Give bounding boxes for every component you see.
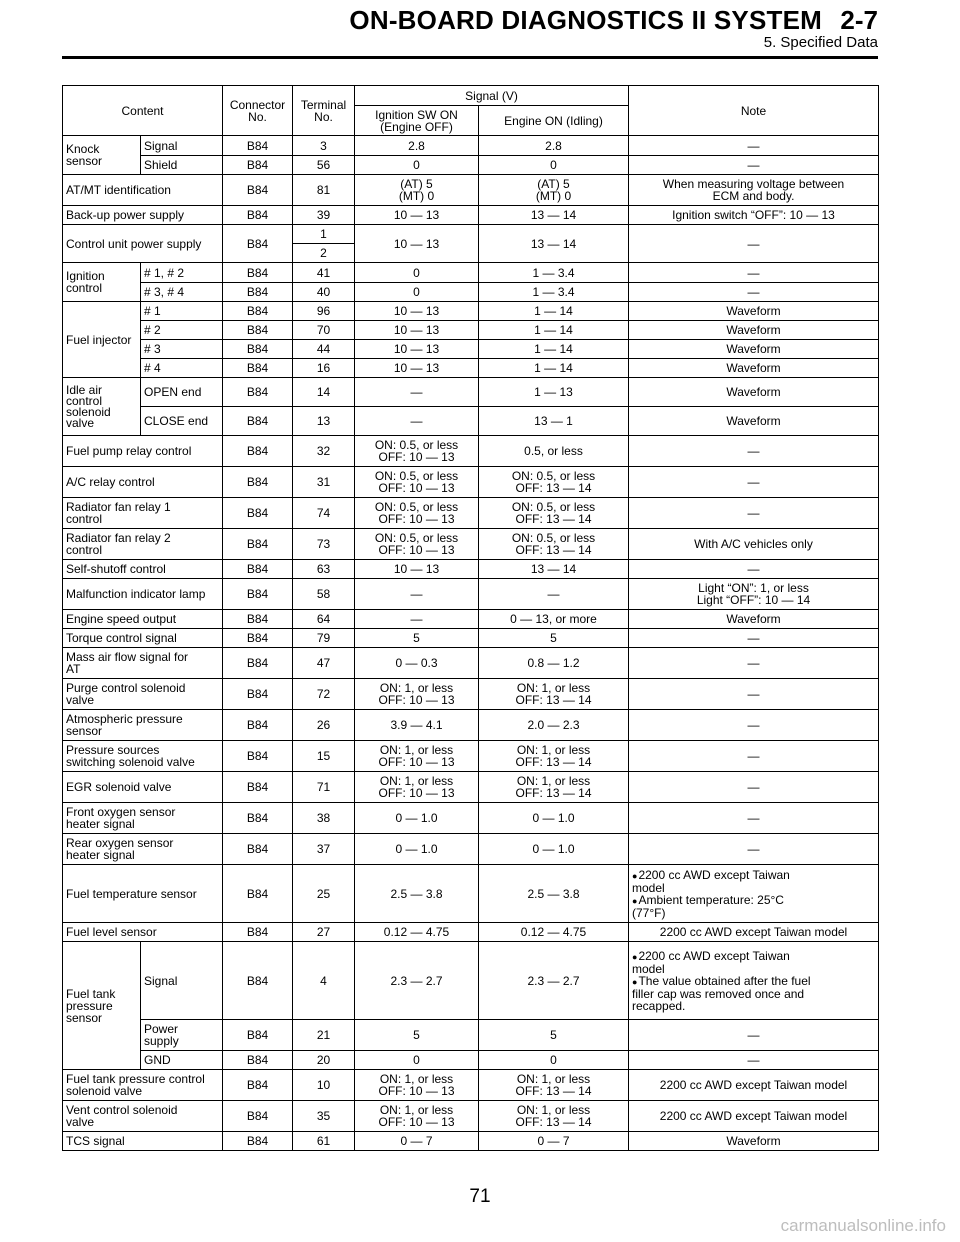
table-row [63,321,879,340]
cell-connector: B84 [223,865,293,923]
cell-content: OPEN end [141,378,223,407]
table-row [63,741,879,772]
table-row [63,610,879,629]
cell-terminal: 27 [293,923,355,942]
cell-terminal: 13 [293,407,355,436]
cell-content: AT/MT identification [63,175,223,206]
header-rule [62,56,878,59]
cell-terminal: 39 [293,206,355,225]
cell-connector: B84 [223,741,293,772]
cell-connector: B84 [223,359,293,378]
cell-ign: 0 [355,156,479,175]
cell-note: Waveform [629,378,879,407]
cell-note: — [629,436,879,467]
table-row [63,175,879,206]
table-row [63,136,879,156]
cell-terminal: 16 [293,359,355,378]
cell-terminal: 21 [293,1020,355,1051]
cell-eng: ON: 0.5, or less OFF: 13 — 14 [479,529,629,560]
cell-note: — [629,283,879,302]
cell-content: Fuel level sensor [63,923,223,942]
cell-content: # 4 [141,359,223,378]
cell-terminal: 1 [293,225,355,244]
group-idle-air-control: Idle air control solenoid valve [63,378,141,436]
page-title: ON-BOARD DIAGNOSTICS II SYSTEM [349,5,822,35]
cell-connector: B84 [223,407,293,436]
cell-content: GND [141,1051,223,1070]
cell-connector: B84 [223,225,293,263]
page-number: 71 [469,1186,491,1207]
cell-ign: 10 — 13 [355,225,479,263]
cell-eng: 0.8 — 1.2 [479,648,629,679]
cell-content: Signal [141,942,223,1020]
cell-ign: 10 — 13 [355,321,479,340]
cell-note: 2200 cc AWD except Taiwan model [629,1070,879,1101]
cell-eng: ON: 1, or less OFF: 13 — 14 [479,1101,629,1132]
cell-connector: B84 [223,340,293,359]
table-row [63,1020,879,1051]
cell-eng: 5 [479,629,629,648]
cell-note: — [629,629,879,648]
cell-eng: 0 — 13, or more [479,610,629,629]
table-row [63,436,879,467]
cell-terminal: 70 [293,321,355,340]
table-row [63,498,879,529]
cell-terminal: 32 [293,436,355,467]
cell-note: Light “ON”: 1, or less Light “OFF”: 10 — 14 [629,579,879,610]
cell-terminal: 25 [293,865,355,923]
cell-connector: B84 [223,648,293,679]
cell-ign: ON: 1, or less OFF: 10 — 13 [355,1101,479,1132]
cell-terminal: 96 [293,302,355,321]
cell-eng: ON: 1, or less OFF: 13 — 14 [479,679,629,710]
cell-connector: B84 [223,560,293,579]
cell-content: Vent control solenoid valve [63,1101,223,1132]
table-row [63,560,879,579]
cell-eng: 1 — 14 [479,340,629,359]
page-header [0,0,960,56]
cell-note: — [629,560,879,579]
group-fuel-tank-pressure-sensor: Fuel tank pressure sensor [63,942,141,1070]
cell-terminal: 71 [293,772,355,803]
cell-eng: ON: 1, or less OFF: 13 — 14 [479,741,629,772]
cell-eng: — [479,579,629,610]
cell-content: Fuel temperature sensor [63,865,223,923]
table-row [63,378,879,407]
table-row [63,710,879,741]
header-connector: Connector No. [223,86,293,136]
group-ignition-control: Ignition control [63,263,141,302]
table-row [63,206,879,225]
cell-terminal: 79 [293,629,355,648]
cell-ign: ON: 1, or less OFF: 10 — 13 [355,1070,479,1101]
cell-ign: — [355,610,479,629]
cell-ign: ON: 0.5, or less OFF: 10 — 13 [355,529,479,560]
cell-note: With A/C vehicles only [629,529,879,560]
cell-connector: B84 [223,156,293,175]
cell-content: # 3, # 4 [141,283,223,302]
cell-eng: (AT) 5 (MT) 0 [479,175,629,206]
cell-connector: B84 [223,942,293,1020]
cell-note: — [629,834,879,865]
table-row [63,679,879,710]
cell-content: Torque control signal [63,629,223,648]
table-row [63,529,879,560]
cell-note: — [629,679,879,710]
cell-ign: — [355,407,479,436]
cell-note: 2200 cc AWD except Taiwan model [629,923,879,942]
cell-ign: 10 — 13 [355,206,479,225]
watermark: carmanualsonline.info [780,1216,946,1235]
cell-ign: 0 [355,263,479,283]
table-row [63,263,879,283]
cell-ign: 3.9 — 4.1 [355,710,479,741]
cell-connector: B84 [223,1132,293,1151]
table-row [63,407,879,436]
cell-note: Waveform [629,302,879,321]
cell-eng: 0.12 — 4.75 [479,923,629,942]
cell-eng: 13 — 14 [479,206,629,225]
table-row [63,803,879,834]
cell-content: # 1, # 2 [141,263,223,283]
cell-eng: 2.0 — 2.3 [479,710,629,741]
cell-connector: B84 [223,206,293,225]
cell-eng: ON: 1, or less OFF: 13 — 14 [479,772,629,803]
cell-note: Waveform [629,407,879,436]
cell-ign: ON: 0.5, or less OFF: 10 — 13 [355,467,479,498]
cell-eng: 13 — 14 [479,560,629,579]
table-row [63,1132,879,1151]
table-row [63,834,879,865]
cell-ign: ON: 0.5, or less OFF: 10 — 13 [355,436,479,467]
section-number: 2-7 [840,5,878,35]
cell-note: — [629,467,879,498]
cell-note: — [629,741,879,772]
cell-connector: B84 [223,629,293,648]
cell-ign: (AT) 5 (MT) 0 [355,175,479,206]
cell-terminal: 10 [293,1070,355,1101]
cell-connector: B84 [223,610,293,629]
cell-content: Front oxygen sensor heater signal [63,803,223,834]
cell-eng: 0 — 1.0 [479,834,629,865]
cell-ign: 2.8 [355,136,479,156]
cell-content: Engine speed output [63,610,223,629]
table-row [63,629,879,648]
header-signal: Signal (V) [355,86,629,106]
cell-note: — [629,1020,879,1051]
cell-ign: ON: 1, or less OFF: 10 — 13 [355,741,479,772]
cell-connector: B84 [223,1051,293,1070]
table-row [63,923,879,942]
cell-connector: B84 [223,263,293,283]
cell-note: When measuring voltage between ECM and body. [629,175,879,206]
cell-terminal: 31 [293,467,355,498]
cell-note: ● 2200 cc AWD except Taiwan model ● The value obtained after the fuel filler cap was removed once and recapped. [629,942,879,1020]
cell-eng: 1 — 14 [479,321,629,340]
cell-connector: B84 [223,529,293,560]
cell-eng: 1 — 14 [479,302,629,321]
header-terminal: Terminal No. [293,86,355,136]
cell-eng: ON: 0.5, or less OFF: 13 — 14 [479,467,629,498]
cell-ign: 0 — 0.3 [355,648,479,679]
cell-ign: 2.5 — 3.8 [355,865,479,923]
specified-data-table [62,85,879,1151]
cell-connector: B84 [223,283,293,302]
cell-eng: 0.5, or less [479,436,629,467]
cell-connector: B84 [223,772,293,803]
cell-connector: B84 [223,498,293,529]
cell-connector: B84 [223,710,293,741]
cell-ign: 0 [355,1051,479,1070]
cell-ign: — [355,579,479,610]
cell-note: Ignition switch “OFF”: 10 — 13 [629,206,879,225]
cell-connector: B84 [223,378,293,407]
cell-content: CLOSE end [141,407,223,436]
cell-terminal: 74 [293,498,355,529]
cell-terminal: 38 [293,803,355,834]
cell-content: EGR solenoid valve [63,772,223,803]
cell-connector: B84 [223,136,293,156]
cell-note: Waveform [629,610,879,629]
table-row [63,283,879,302]
cell-terminal: 4 [293,942,355,1020]
cell-eng: 1 — 14 [479,359,629,378]
cell-content: # 1 [141,302,223,321]
cell-note: — [629,1051,879,1070]
table-row [63,359,879,378]
cell-eng: 2.8 [479,136,629,156]
cell-eng: 5 [479,1020,629,1051]
cell-ign: 2.3 — 2.7 [355,942,479,1020]
header-content: Content [63,86,223,136]
cell-connector: B84 [223,1020,293,1051]
table-row [63,772,879,803]
cell-content: Fuel tank pressure control solenoid valve [63,1070,223,1101]
cell-eng: 13 — 14 [479,225,629,263]
cell-ign: 0 — 7 [355,1132,479,1151]
header-ignition-on: Ignition SW ON (Engine OFF) [355,106,479,136]
table-row [63,467,879,498]
cell-note: Waveform [629,1132,879,1151]
cell-ign: 10 — 13 [355,302,479,321]
cell-ign: — [355,378,479,407]
cell-terminal: 63 [293,560,355,579]
cell-content: A/C relay control [63,467,223,498]
cell-terminal: 15 [293,741,355,772]
cell-content: Radiator fan relay 2 control [63,529,223,560]
cell-note: Waveform [629,321,879,340]
cell-connector: B84 [223,467,293,498]
cell-content: Pressure sources switching solenoid valve [63,741,223,772]
cell-connector: B84 [223,175,293,206]
cell-ign: 10 — 13 [355,359,479,378]
table-row [63,865,879,923]
cell-content: Rear oxygen sensor heater signal [63,834,223,865]
cell-content: Fuel pump relay control [63,436,223,467]
cell-connector: B84 [223,579,293,610]
cell-eng: 0 — 1.0 [479,803,629,834]
table-row [63,1101,879,1132]
cell-content: Self-shutoff control [63,560,223,579]
cell-content: Signal [141,136,223,156]
cell-content: Back-up power supply [63,206,223,225]
cell-note: — [629,803,879,834]
table-row [63,579,879,610]
cell-content: # 3 [141,340,223,359]
cell-note: ● 2200 cc AWD except Taiwan model ● Ambient temperature: 25°C (77°F) [629,865,879,923]
cell-terminal: 2 [293,244,355,263]
cell-ign: 0.12 — 4.75 [355,923,479,942]
cell-terminal: 40 [293,283,355,302]
cell-connector: B84 [223,923,293,942]
table-row [63,225,879,244]
cell-terminal: 35 [293,1101,355,1132]
cell-terminal: 47 [293,648,355,679]
cell-connector: B84 [223,321,293,340]
cell-eng: 1 — 3.4 [479,283,629,302]
cell-note: — [629,156,879,175]
cell-content: TCS signal [63,1132,223,1151]
cell-ign: 0 — 1.0 [355,834,479,865]
cell-ign: 10 — 13 [355,560,479,579]
cell-ign: 5 [355,1020,479,1051]
cell-terminal: 72 [293,679,355,710]
cell-content: Mass air flow signal for AT [63,648,223,679]
cell-ign: 0 — 1.0 [355,803,479,834]
cell-eng: 0 — 7 [479,1132,629,1151]
cell-content: Radiator fan relay 1 control [63,498,223,529]
cell-ign: ON: 1, or less OFF: 10 — 13 [355,772,479,803]
cell-terminal: 41 [293,263,355,283]
cell-note: — [629,263,879,283]
header-engine-on: Engine ON (Idling) [479,106,629,136]
cell-terminal: 14 [293,378,355,407]
table-row [63,648,879,679]
cell-ign: 5 [355,629,479,648]
cell-note: — [629,772,879,803]
table-header-row [63,86,879,106]
cell-terminal: 37 [293,834,355,865]
cell-note: Waveform [629,359,879,378]
cell-terminal: 44 [293,340,355,359]
cell-ign: 0 [355,283,479,302]
cell-terminal: 20 [293,1051,355,1070]
cell-note: — [629,710,879,741]
cell-connector: B84 [223,1070,293,1101]
cell-eng: 0 [479,156,629,175]
cell-terminal: 56 [293,156,355,175]
group-fuel-injector: Fuel injector [63,302,141,378]
cell-content: Shield [141,156,223,175]
cell-connector: B84 [223,803,293,834]
group-knock-sensor: Knock sensor [63,136,141,175]
cell-connector: B84 [223,436,293,467]
cell-ign: ON: 1, or less OFF: 10 — 13 [355,679,479,710]
cell-ign: 10 — 13 [355,340,479,359]
cell-terminal: 73 [293,529,355,560]
cell-ign: ON: 0.5, or less OFF: 10 — 13 [355,498,479,529]
cell-connector: B84 [223,302,293,321]
table-row [63,1051,879,1070]
table-row [63,340,879,359]
cell-content: Power supply [141,1020,223,1051]
cell-content: Control unit power supply [63,225,223,263]
cell-eng: ON: 0.5, or less OFF: 13 — 14 [479,498,629,529]
cell-eng: 13 — 1 [479,407,629,436]
cell-eng: 2.3 — 2.7 [479,942,629,1020]
cell-terminal: 81 [293,175,355,206]
cell-content: Purge control solenoid valve [63,679,223,710]
cell-connector: B84 [223,834,293,865]
cell-connector: B84 [223,1101,293,1132]
section-subtitle: 5. Specified Data [763,34,878,51]
cell-eng: 0 [479,1051,629,1070]
cell-note: 2200 cc AWD except Taiwan model [629,1101,879,1132]
cell-eng: 1 — 3.4 [479,263,629,283]
cell-note: — [629,498,879,529]
cell-terminal: 64 [293,610,355,629]
cell-connector: B84 [223,679,293,710]
cell-terminal: 3 [293,136,355,156]
cell-eng: ON: 1, or less OFF: 13 — 14 [479,1070,629,1101]
cell-terminal: 61 [293,1132,355,1151]
cell-note: — [629,136,879,156]
table-row [63,302,879,321]
header-note: Note [629,86,879,136]
cell-content: # 2 [141,321,223,340]
cell-terminal: 26 [293,710,355,741]
cell-note: — [629,648,879,679]
table-row [63,1070,879,1101]
table-row [63,156,879,175]
cell-content: Malfunction indicator lamp [63,579,223,610]
cell-note: — [629,225,879,263]
cell-eng: 1 — 13 [479,378,629,407]
cell-terminal: 58 [293,579,355,610]
cell-content: Atmospheric pressure sensor [63,710,223,741]
cell-eng: 2.5 — 3.8 [479,865,629,923]
table-row [63,942,879,1020]
cell-note: Waveform [629,340,879,359]
